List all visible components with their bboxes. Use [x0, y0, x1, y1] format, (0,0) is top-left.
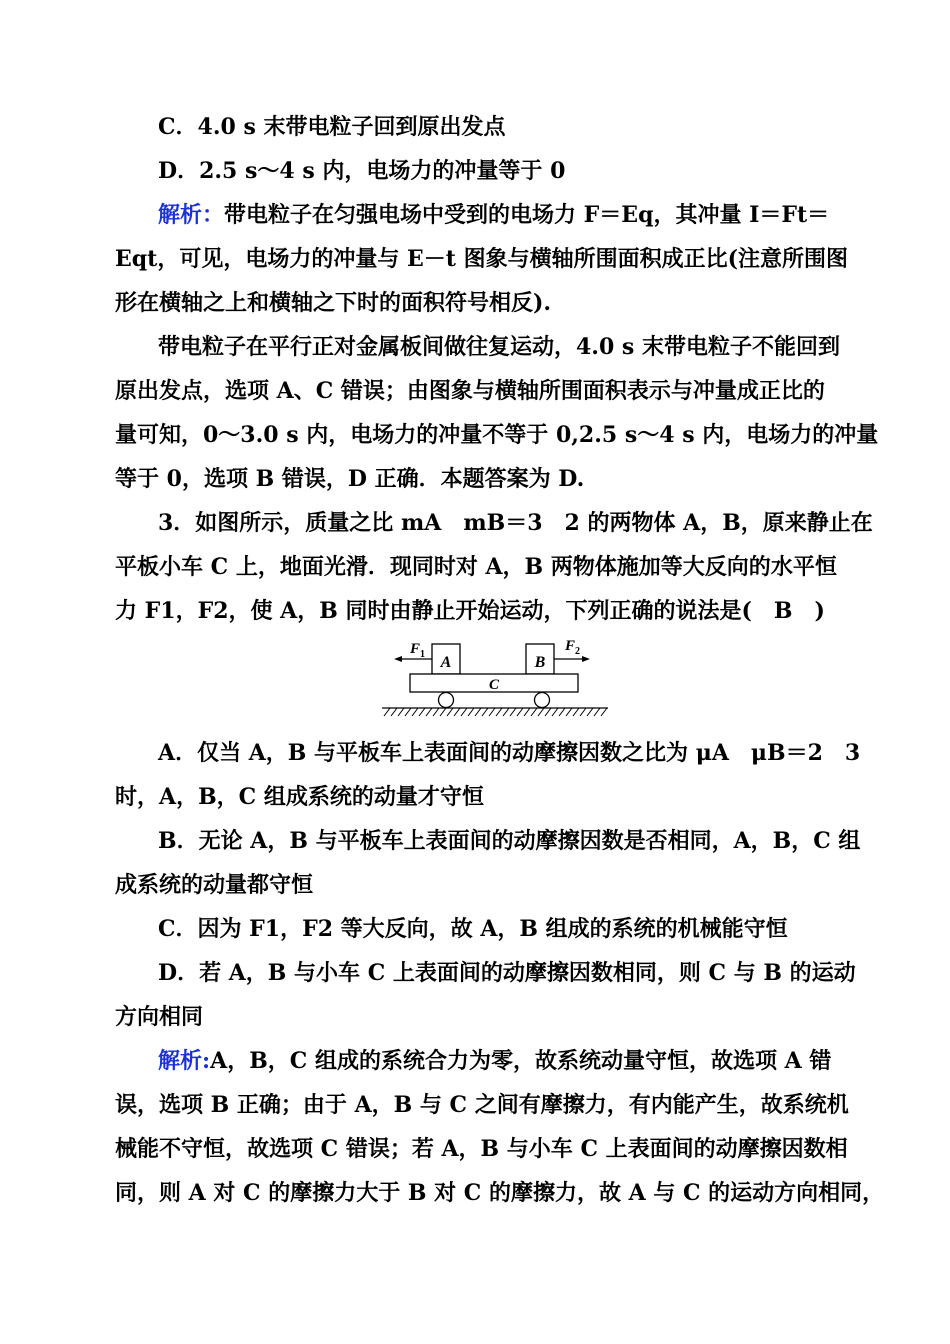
option-b-line-1: B．无论 A，B 与平板车上表面间的动摩擦因数是否相同，A，B，C 组: [158, 828, 861, 854]
analysis-1-line-4: 带电粒子在平行正对金属板间做往复运动，4.0 s 末带电粒子不能回到: [158, 334, 840, 360]
option-a-line-2: 时，A，B，C 组成系统的动量才守恒: [115, 784, 484, 810]
option-c-line: C．4.0 s 末带电粒子回到原出发点: [158, 114, 506, 140]
analysis-2-line-4: 同，则 A 对 C 的摩擦力大于 B 对 C 的摩擦力，故 A 与 C 的运动方向相同，: [115, 1180, 885, 1206]
analysis-1-line-2: Eqt，可见，电场力的冲量与 E－t 图象与横轴所围面积成正比(注意所围图: [115, 246, 848, 272]
block-b-label: B: [534, 654, 546, 671]
force-f2-arrowhead: [582, 656, 590, 662]
cart-c-label: C: [488, 677, 500, 693]
cart-wheel-right: [535, 693, 550, 708]
option-c2-line: C．因为 F1，F2 等大反向，故 A，B 组成的系统的机械能守恒: [158, 916, 788, 942]
force-f2-label: $F_2$: [565, 638, 581, 657]
force-f1-arrowhead: [394, 656, 402, 662]
block-a-label: A: [440, 654, 452, 671]
force-f1-label: $F_1$: [410, 641, 426, 660]
analysis-label-2: 解析:: [158, 1048, 211, 1074]
option-d2-line-1: D．若 A，B 与小车 C 上表面间的动摩擦因数相同，则 C 与 B 的运动: [158, 960, 856, 986]
cart-wheel-left: [439, 693, 454, 708]
ground-hatching: [384, 708, 607, 716]
analysis-1-line-5: 原出发点，选项 A、C 错误；由图象与横轴所围面积表示与冲量成正比的: [115, 378, 825, 404]
question-3-line-3: 力 F1，F2，使 A，B 同时由静止开始运动，下列正确的说法是( B ): [115, 598, 825, 624]
analysis-2-line-1: 解析:A，B，C 组成的系统合力为零，故系统动量守恒，故选项 A 错: [158, 1048, 832, 1074]
option-a-line-1: A．仅当 A，B 与平板车上表面间的动摩擦因数之比为 μA μB＝2 3: [158, 740, 861, 766]
option-d-line: D．2.5 s～4 s 内，电场力的冲量等于 0: [158, 158, 566, 184]
cart-diagram: [380, 638, 610, 720]
analysis-1-line-6: 量可知，0～3.0 s 内，电场力的冲量不等于 0,2.5 s～4 s 内，电场力的冲量: [115, 422, 879, 448]
analysis-2-line-2: 误，选项 B 正确；由于 A，B 与 C 之间有摩擦力，有内能产生，故系统机: [115, 1092, 849, 1118]
option-d2-line-2: 方向相同: [115, 1004, 204, 1030]
analysis-1-line-7: 等于 0，选项 B 错误，D 正确．本题答案为 D.: [115, 466, 585, 492]
analysis-2-line-3: 械能不守恒，故选项 C 错误；若 A，B 与小车 C 上表面间的动摩擦因数相: [115, 1136, 848, 1162]
question-3-line-1: 3．如图所示，质量之比 mA mB＝3 2 的两物体 A，B，原来静止在: [158, 510, 873, 536]
analysis-1-line-1: 解析：带电粒子在匀强电场中受到的电场力 F＝Eq，其冲量 I＝Ft＝: [158, 202, 830, 228]
analysis-label: 解析：: [158, 202, 225, 228]
question-3-line-2: 平板小车 C 上，地面光滑．现同时对 A，B 两物体施加等大反向的水平恒: [115, 554, 837, 580]
analysis-1-line-3: 形在横轴之上和横轴之下时的面积符号相反).: [115, 290, 552, 316]
option-b-line-2: 成系统的动量都守恒: [115, 872, 314, 898]
